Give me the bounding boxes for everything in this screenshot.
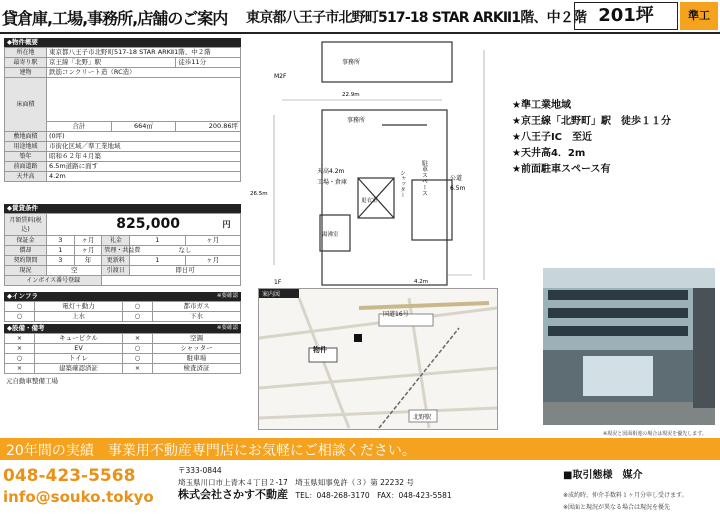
property-address-title: 東京都八王子市北野町517-18 STAR ARKⅡ1階、中２階 — [246, 10, 587, 26]
remark-table — [4, 375, 241, 387]
built-label: 築年 — [5, 152, 47, 162]
contract-term-value: 3 — [47, 256, 75, 266]
feature-item: ★天井高4．2m — [512, 148, 586, 159]
infra-table — [4, 301, 241, 322]
company-tel-fax: TEL：048-268-3170 FAX：048-423-5581 — [295, 491, 452, 500]
map-title: 案内図 — [259, 289, 299, 298]
infra-cell: ○ — [123, 302, 153, 312]
building-photo — [543, 268, 715, 425]
zip-code: 〒333-0844 — [178, 466, 222, 475]
map-station-label: 北野駅 — [413, 414, 432, 421]
property-marker — [354, 334, 362, 342]
contract-term-unit: 年 — [74, 256, 102, 266]
total-tsubo-value: 200.86坪 — [176, 122, 241, 132]
equip-cell: × — [5, 334, 35, 344]
area-size-badge: 201坪 — [574, 2, 678, 30]
equip-cell: キュービクル — [35, 334, 123, 344]
infra-cell: 電灯＋動力 — [35, 302, 123, 312]
overview-section-label: 物件概要 — [12, 38, 38, 46]
zoning-label: 用途地域 — [5, 142, 47, 152]
equip-cell: ○ — [123, 354, 153, 364]
room2-label: 湯沸室 — [322, 232, 339, 238]
company-address: 埼玉県川口市上青木４丁目２-17 埼玉県知事免許（３）第 22232 号 — [178, 478, 414, 487]
renewal-fee-unit: ヶ月 — [185, 256, 240, 266]
equip-cell: トイレ — [35, 354, 123, 364]
road-label: 公道 — [450, 175, 463, 182]
company-address-block — [178, 465, 452, 502]
total-m2-value: 664㎡ — [111, 122, 176, 132]
room1-label: 更衣室 — [361, 198, 378, 204]
management-fee-value: なし — [130, 246, 241, 256]
location-value: 東京都八王子市北野町517-18 STAR ARKⅡ1階、中２階 — [47, 48, 241, 58]
status-value: 空 — [47, 266, 102, 276]
equipment-section-header: ◆設備・備考 ※要確認 — [4, 324, 241, 333]
station-value: 京王線「北野」駅 — [47, 58, 176, 68]
structure-value: 鉄筋コンクリート造（RC造） — [47, 68, 241, 78]
floor-plan — [250, 40, 494, 286]
total-label: 合計 — [47, 122, 112, 132]
infra-cell: ○ — [123, 312, 153, 322]
photo-note: ※現況と図面相違の場合は現況を優先します。 — [603, 431, 707, 437]
map-drawing — [259, 298, 497, 428]
infra-cell: 上水 — [35, 312, 123, 322]
equip-cell: 建築確認済証 — [35, 364, 123, 374]
road-value: 6.5m道路に面す — [47, 162, 241, 172]
feature-item: ★京王線「北野町」駅 徒歩１１分 — [512, 116, 671, 127]
rent-value-cell — [47, 214, 241, 236]
equip-cell: EV — [35, 344, 123, 354]
renewal-fee-label: 更新料 — [102, 256, 130, 266]
equip-cell: シャッター — [153, 344, 241, 354]
location-label: 所在地 — [5, 48, 47, 58]
rent-table — [4, 213, 241, 286]
rent-section-header: ◆賃貸条件 — [4, 204, 241, 213]
feature-item: ★前面駐車スペース有 — [512, 164, 611, 175]
deposit-label: 保証金 — [5, 236, 47, 246]
ceiling-height-label: 天井高 — [5, 172, 47, 182]
ceiling-height-value: 4.2m — [47, 172, 241, 182]
amortization-value: 1 — [47, 246, 75, 256]
rent-label: 月額賃料(税込) — [5, 214, 47, 236]
slogan-band — [0, 438, 720, 460]
infra-cell: 都市ガス — [153, 302, 241, 312]
remark-text: 元自動車整備工場 — [6, 376, 58, 385]
site-area-label: 敷地面積 — [5, 132, 47, 142]
equip-cell: ○ — [123, 344, 153, 354]
handover-value: 即日可 — [130, 266, 241, 276]
deposit-unit: ヶ月 — [74, 236, 102, 246]
equipment-section-label: 設備・備考 — [12, 324, 45, 332]
infra-cell: ○ — [5, 312, 35, 322]
station-label: 最寄り駅 — [5, 58, 47, 68]
feature-item: ★八王子IC 至近 — [512, 132, 593, 143]
header — [0, 0, 720, 34]
equip-cell: × — [123, 334, 153, 344]
rent-value: 825,000 — [116, 216, 180, 232]
deposit-value: 3 — [47, 236, 75, 246]
equip-cell: 空調 — [153, 334, 241, 344]
deal-note-2: ※図面と現況が異なる場合は現況を優先 — [563, 504, 671, 511]
infra-section-header: ◆インフラ ※要確認 — [4, 292, 241, 301]
infra-note: ※要確認 — [216, 293, 238, 299]
station-walk-value: 徒歩11分 — [176, 58, 241, 68]
key-money-label: 礼金 — [102, 236, 130, 246]
infra-cell: 下水 — [153, 312, 241, 322]
1f-label: 1F — [274, 279, 282, 286]
overview-table — [4, 47, 241, 182]
rent-section-label: 賃貸条件 — [12, 204, 38, 212]
amortization-label: 償却 — [5, 246, 47, 256]
key-money-value: 1 — [130, 236, 185, 246]
equipment-note: ※要確認 — [216, 325, 238, 331]
deal-note-1: ※成約時、仲介手数料１ヶ月分申し受けます。 — [563, 492, 688, 499]
road-label: 前面道路 — [5, 162, 47, 172]
equipment-table — [4, 333, 241, 374]
overview-section-header: ◆物件概要 — [4, 38, 241, 47]
m2f-office-label: 事務所 — [342, 59, 361, 66]
invoice-label: インボイス番号登録 — [5, 276, 102, 286]
structure-label: 建物 — [5, 68, 47, 78]
zoning-badge: 準工 — [680, 2, 718, 30]
equip-cell: ○ — [5, 354, 35, 364]
management-fee-label: 管理・共益費 — [102, 246, 130, 256]
equip-cell: × — [5, 364, 35, 374]
phone-number[interactable]: 048-423-5568 — [3, 466, 136, 486]
1f-office-label: 事務所 — [347, 117, 366, 124]
handover-label: 引渡日 — [102, 266, 130, 276]
email-address[interactable]: info@souko.tokyo — [3, 488, 154, 506]
transaction-type: ■取引態様 媒介 — [563, 470, 643, 481]
infra-section-label: インフラ — [12, 292, 38, 300]
zoning-value: 市街化区域／準工業地域 — [47, 142, 241, 152]
location-map — [258, 288, 498, 430]
parking-label: 駐車スペース — [420, 160, 428, 196]
m2f-label: M2F — [274, 73, 287, 80]
features-list — [512, 98, 671, 178]
amortization-unit: ヶ月 — [74, 246, 102, 256]
invoice-value — [102, 276, 241, 286]
company-name: 株式会社さかす不動産 — [178, 488, 288, 501]
key-money-unit: ヶ月 — [185, 236, 240, 246]
contract-term-label: 契約期間 — [5, 256, 47, 266]
infra-cell: ○ — [5, 302, 35, 312]
depth-label: 26.5m — [250, 191, 268, 197]
map-route-label: 国道16号 — [383, 311, 409, 318]
feature-item: ★準工業地域 — [512, 100, 571, 111]
rent-unit: 円 — [222, 220, 231, 229]
equip-cell: 検査済証 — [153, 364, 241, 374]
built-value: 昭和６２年４月築 — [47, 152, 241, 162]
map-property-label: 物件 — [313, 346, 327, 354]
equip-cell: × — [123, 364, 153, 374]
site-area-value: (0坪) — [47, 132, 241, 142]
equip-cell: 駐車場 — [153, 354, 241, 364]
bottom-dim-label: 4.2m — [414, 279, 429, 285]
floor-area-blank — [47, 78, 241, 122]
status-label: 現況 — [5, 266, 47, 276]
use-label: 工場・倉庫 — [317, 179, 348, 186]
page-title: 貸倉庫,工場,事務所,店舗のご案内 — [2, 9, 228, 28]
floor-area-label: 床面積 — [5, 78, 47, 132]
slogan-text: 20年間の実績 事業用不動産専門店にお気軽にご相談ください。 — [6, 443, 416, 459]
width-label: 22.9m — [342, 92, 360, 98]
shutter-label: シャッター — [399, 170, 405, 198]
renewal-fee-value: 1 — [130, 256, 185, 266]
ceiling-label: 天高4.2m — [317, 168, 345, 175]
equip-cell: × — [5, 344, 35, 354]
road-width-label: 6.5m — [450, 185, 466, 192]
